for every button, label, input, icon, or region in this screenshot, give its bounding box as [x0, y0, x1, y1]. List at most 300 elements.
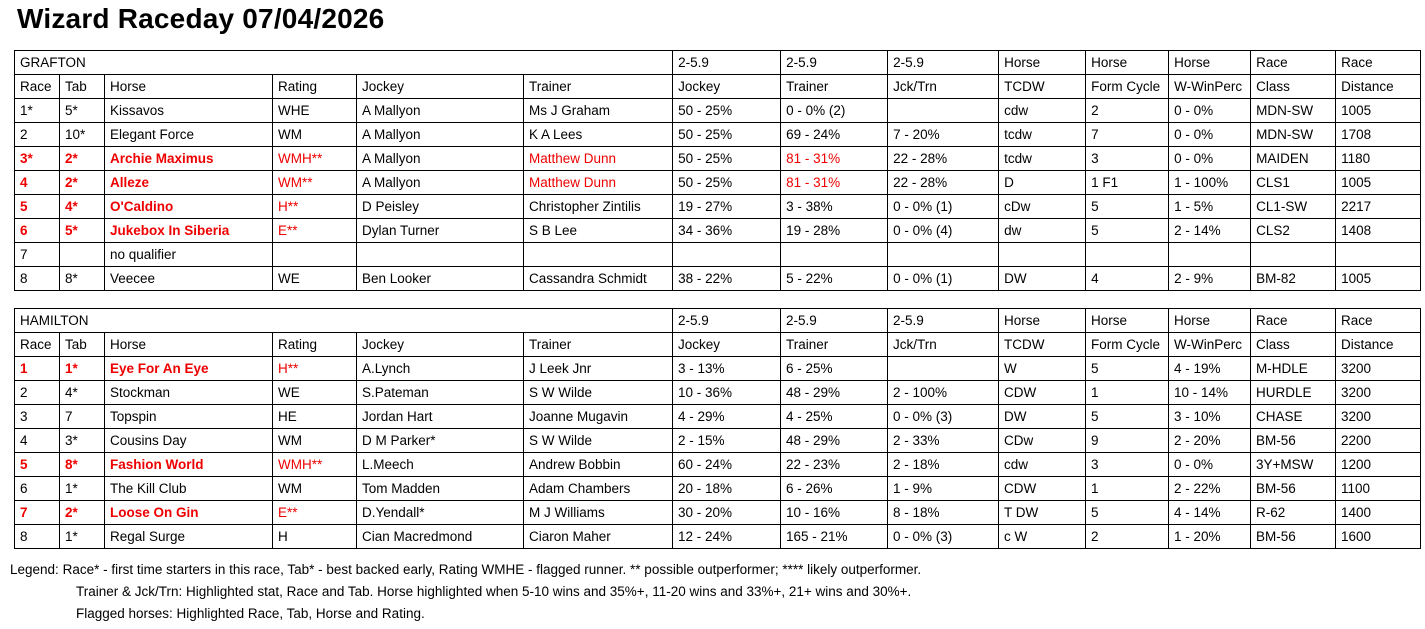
horse-row	[15, 195, 1421, 219]
cell-tcdw: dw	[999, 219, 1086, 243]
cell-w-winperc: 3 - 10%	[1169, 405, 1251, 429]
cell-tcdw: cdw	[999, 453, 1086, 477]
cell-trainer: S B Lee	[524, 219, 673, 243]
cell-trainer-pct: 4 - 25%	[781, 405, 888, 429]
cell-trainer: Andrew Bobbin	[524, 453, 673, 477]
cell-trainer-pct: 0 - 0% (2)	[781, 99, 888, 123]
column-header-class: Class	[1251, 75, 1336, 99]
horse-row	[15, 381, 1421, 405]
cell-jck-trn: 7 - 20%	[888, 123, 999, 147]
group-header-cell: Horse	[1169, 309, 1251, 333]
cell-w-winperc	[1169, 243, 1251, 267]
group-header-cell: Horse	[1169, 51, 1251, 75]
cell-jockey: A Mallyon	[357, 147, 524, 171]
cell-trainer-pct: 10 - 16%	[781, 501, 888, 525]
cell-form-cycle: 5	[1086, 405, 1169, 429]
cell-jck-trn	[888, 243, 999, 267]
cell-horse: Alleze	[105, 171, 273, 195]
column-header-race: Race	[15, 75, 60, 99]
cell-form-cycle: 4	[1086, 267, 1169, 291]
cell-trainer: K A Lees	[524, 123, 673, 147]
cell-horse: O'Caldino	[105, 195, 273, 219]
legend-prefix: Legend:	[10, 562, 59, 577]
cell-rating: WMH**	[273, 453, 357, 477]
legend-line-1	[10, 559, 921, 581]
cell-form-cycle: 1	[1086, 477, 1169, 501]
cell-jockey: Cian Macredmond	[357, 525, 524, 549]
cell-horse: Eye For An Eye	[105, 357, 273, 381]
cell-race: 7	[15, 243, 60, 267]
cell-distance	[1336, 243, 1421, 267]
cell-tcdw: cdw	[999, 99, 1086, 123]
cell-form-cycle: 1	[1086, 381, 1169, 405]
column-header-class: Class	[1251, 333, 1336, 357]
cell-jockey-pct: 20 - 18%	[673, 477, 781, 501]
cell-tcdw: DW	[999, 267, 1086, 291]
cell-jockey: Tom Madden	[357, 477, 524, 501]
cell-race: 1*	[15, 99, 60, 123]
cell-rating: WE	[273, 267, 357, 291]
column-header-trainer: Trainer	[524, 333, 673, 357]
cell-trainer	[524, 243, 673, 267]
column-header-jck-trn: Jck/Trn	[888, 333, 999, 357]
race-table-hamilton	[14, 308, 1421, 549]
column-header-jockey-pct: Jockey	[673, 75, 781, 99]
page-title: Wizard Raceday 07/04/2026	[17, 3, 385, 34]
cell-jockey	[357, 243, 524, 267]
cell-rating: WM	[273, 477, 357, 501]
cell-jockey: A Mallyon	[357, 123, 524, 147]
cell-trainer: Joanne Mugavin	[524, 405, 673, 429]
legend-text-1: Race* - first time starters in this race, Tab* - best backed early, Rating WMHE - flagged runner. ** possible outperformer; **** likely outperformer.	[62, 562, 922, 577]
cell-jockey: Ben Looker	[357, 267, 524, 291]
cell-horse: Fashion World	[105, 453, 273, 477]
cell-class: MDN-SW	[1251, 99, 1336, 123]
cell-tcdw: tcdw	[999, 147, 1086, 171]
column-header-trainer-pct: Trainer	[781, 75, 888, 99]
cell-trainer: Ms J Graham	[524, 99, 673, 123]
cell-race: 6	[15, 477, 60, 501]
cell-horse: Jukebox In Siberia	[105, 219, 273, 243]
horse-row	[15, 219, 1421, 243]
cell-distance: 3200	[1336, 405, 1421, 429]
cell-tab: 5*	[60, 219, 105, 243]
cell-tcdw: cDw	[999, 195, 1086, 219]
column-header-rating: Rating	[273, 333, 357, 357]
cell-class	[1251, 243, 1336, 267]
column-header-jck-trn: Jck/Trn	[888, 75, 999, 99]
cell-jockey-pct: 10 - 36%	[673, 381, 781, 405]
horse-row	[15, 405, 1421, 429]
horse-row	[15, 477, 1421, 501]
cell-jockey: Dylan Turner	[357, 219, 524, 243]
cell-rating: H**	[273, 357, 357, 381]
cell-form-cycle: 3	[1086, 147, 1169, 171]
cell-jockey-pct: 12 - 24%	[673, 525, 781, 549]
cell-tcdw: tcdw	[999, 123, 1086, 147]
cell-jck-trn	[888, 99, 999, 123]
cell-horse: Regal Surge	[105, 525, 273, 549]
cell-tab: 4*	[60, 381, 105, 405]
cell-tab: 1*	[60, 525, 105, 549]
cell-distance: 1005	[1336, 99, 1421, 123]
cell-w-winperc: 0 - 0%	[1169, 147, 1251, 171]
cell-horse: Loose On Gin	[105, 501, 273, 525]
cell-trainer-pct: 19 - 28%	[781, 219, 888, 243]
horse-row	[15, 171, 1421, 195]
cell-trainer: Cassandra Schmidt	[524, 267, 673, 291]
group-header-cell: Race	[1251, 309, 1336, 333]
cell-jockey-pct: 30 - 20%	[673, 501, 781, 525]
cell-horse: Stockman	[105, 381, 273, 405]
cell-class: R-62	[1251, 501, 1336, 525]
cell-form-cycle	[1086, 243, 1169, 267]
cell-trainer: Ciaron Maher	[524, 525, 673, 549]
cell-jockey-pct: 19 - 27%	[673, 195, 781, 219]
cell-trainer: S W Wilde	[524, 381, 673, 405]
cell-horse: Elegant Force	[105, 123, 273, 147]
cell-jockey: A Mallyon	[357, 171, 524, 195]
cell-jck-trn: 0 - 0% (1)	[888, 195, 999, 219]
column-header-tcdw: TCDW	[999, 333, 1086, 357]
cell-tcdw: CDW	[999, 381, 1086, 405]
cell-trainer-pct	[781, 243, 888, 267]
cell-horse: Kissavos	[105, 99, 273, 123]
cell-tab: 10*	[60, 123, 105, 147]
cell-class: 3Y+MSW	[1251, 453, 1336, 477]
cell-jck-trn: 0 - 0% (3)	[888, 525, 999, 549]
cell-w-winperc: 0 - 0%	[1169, 453, 1251, 477]
column-header-tcdw: TCDW	[999, 75, 1086, 99]
group-header-cell: Race	[1251, 51, 1336, 75]
cell-class: MAIDEN	[1251, 147, 1336, 171]
cell-w-winperc: 4 - 19%	[1169, 357, 1251, 381]
cell-jockey-pct	[673, 243, 781, 267]
cell-race: 7	[15, 501, 60, 525]
horse-row	[15, 453, 1421, 477]
cell-tab: 4*	[60, 195, 105, 219]
column-header-jockey: Jockey	[357, 75, 524, 99]
cell-w-winperc: 10 - 14%	[1169, 381, 1251, 405]
cell-w-winperc: 2 - 22%	[1169, 477, 1251, 501]
column-header-distance: Distance	[1336, 333, 1421, 357]
horse-row	[15, 501, 1421, 525]
cell-trainer-pct: 6 - 25%	[781, 357, 888, 381]
column-header-trainer: Trainer	[524, 75, 673, 99]
cell-trainer: Adam Chambers	[524, 477, 673, 501]
legend-line-3: Flagged horses: Highlighted Race, Tab, Horse and Rating.	[76, 606, 425, 621]
cell-distance: 1708	[1336, 123, 1421, 147]
cell-jck-trn: 22 - 28%	[888, 171, 999, 195]
cell-race: 4	[15, 171, 60, 195]
cell-distance: 1180	[1336, 147, 1421, 171]
cell-class: M-HDLE	[1251, 357, 1336, 381]
cell-jck-trn: 1 - 9%	[888, 477, 999, 501]
column-header-row	[15, 333, 1421, 357]
cell-race: 3	[15, 405, 60, 429]
cell-form-cycle: 9	[1086, 429, 1169, 453]
cell-distance: 1005	[1336, 267, 1421, 291]
cell-horse: Topspin	[105, 405, 273, 429]
cell-tcdw: W	[999, 357, 1086, 381]
cell-jck-trn	[888, 357, 999, 381]
cell-jockey-pct: 4 - 29%	[673, 405, 781, 429]
column-header-tab: Tab	[60, 333, 105, 357]
venue-title: HAMILTON	[15, 309, 673, 333]
venue-title: GRAFTON	[15, 51, 673, 75]
horse-row	[15, 147, 1421, 171]
cell-jockey-pct: 50 - 25%	[673, 99, 781, 123]
cell-jck-trn: 2 - 100%	[888, 381, 999, 405]
cell-trainer-pct: 22 - 23%	[781, 453, 888, 477]
legend-line-2: Trainer & Jck/Trn: Highlighted stat, Race and Tab. Horse highlighted when 5-10 wins and 35%+, 11-20 wins and 33%+, 21+ wins and 30%+.	[76, 584, 912, 599]
horse-row	[15, 525, 1421, 549]
cell-trainer: M J Williams	[524, 501, 673, 525]
horse-row	[15, 357, 1421, 381]
group-header-cell: Horse	[1086, 51, 1169, 75]
cell-distance: 2200	[1336, 429, 1421, 453]
group-header-cell: Horse	[999, 51, 1086, 75]
cell-distance: 3200	[1336, 381, 1421, 405]
cell-class: BM-82	[1251, 267, 1336, 291]
cell-jockey-pct: 3 - 13%	[673, 357, 781, 381]
cell-tab: 7	[60, 405, 105, 429]
cell-form-cycle: 7	[1086, 123, 1169, 147]
cell-class: BM-56	[1251, 525, 1336, 549]
group-header-row	[15, 51, 1421, 75]
column-header-horse: Horse	[105, 333, 273, 357]
cell-jockey: D Peisley	[357, 195, 524, 219]
cell-rating: E**	[273, 219, 357, 243]
cell-jck-trn: 2 - 33%	[888, 429, 999, 453]
horse-row	[15, 99, 1421, 123]
horse-row	[15, 429, 1421, 453]
cell-race: 8	[15, 267, 60, 291]
cell-distance: 1400	[1336, 501, 1421, 525]
cell-tab: 5*	[60, 99, 105, 123]
column-header-tab: Tab	[60, 75, 105, 99]
cell-race: 5	[15, 453, 60, 477]
cell-w-winperc: 1 - 20%	[1169, 525, 1251, 549]
cell-class: CLS2	[1251, 219, 1336, 243]
cell-class: CL1-SW	[1251, 195, 1336, 219]
cell-w-winperc: 1 - 100%	[1169, 171, 1251, 195]
cell-trainer-pct: 81 - 31%	[781, 147, 888, 171]
cell-horse: Cousins Day	[105, 429, 273, 453]
cell-trainer: Matthew Dunn	[524, 147, 673, 171]
cell-trainer-pct: 48 - 29%	[781, 381, 888, 405]
cell-rating: WE	[273, 381, 357, 405]
cell-tcdw	[999, 243, 1086, 267]
legend	[10, 559, 921, 625]
cell-class: CLS1	[1251, 171, 1336, 195]
cell-form-cycle: 1 F1	[1086, 171, 1169, 195]
cell-jck-trn: 0 - 0% (4)	[888, 219, 999, 243]
column-header-w-winperc: W-WinPerc	[1169, 333, 1251, 357]
cell-jck-trn: 0 - 0% (1)	[888, 267, 999, 291]
cell-class: BM-56	[1251, 429, 1336, 453]
cell-w-winperc: 0 - 0%	[1169, 99, 1251, 123]
cell-race: 2	[15, 381, 60, 405]
cell-w-winperc: 4 - 14%	[1169, 501, 1251, 525]
cell-jockey-pct: 2 - 15%	[673, 429, 781, 453]
cell-tcdw: CDw	[999, 429, 1086, 453]
cell-distance: 1600	[1336, 525, 1421, 549]
cell-jck-trn: 0 - 0% (3)	[888, 405, 999, 429]
cell-tab: 2*	[60, 147, 105, 171]
group-header-cell: Race	[1336, 309, 1421, 333]
group-header-cell: 2-5.9	[673, 309, 781, 333]
column-header-race: Race	[15, 333, 60, 357]
cell-trainer: Matthew Dunn	[524, 171, 673, 195]
cell-tab: 2*	[60, 171, 105, 195]
cell-distance: 1408	[1336, 219, 1421, 243]
cell-class: HURDLE	[1251, 381, 1336, 405]
cell-tcdw: D	[999, 171, 1086, 195]
group-header-cell: 2-5.9	[888, 309, 999, 333]
cell-tab: 3*	[60, 429, 105, 453]
group-header-cell: 2-5.9	[673, 51, 781, 75]
cell-trainer-pct: 69 - 24%	[781, 123, 888, 147]
cell-race: 6	[15, 219, 60, 243]
group-header-cell: 2-5.9	[781, 309, 888, 333]
cell-trainer: Christopher Zintilis	[524, 195, 673, 219]
cell-tcdw: T DW	[999, 501, 1086, 525]
cell-distance: 3200	[1336, 357, 1421, 381]
cell-jockey: D M Parker*	[357, 429, 524, 453]
cell-trainer-pct: 81 - 31%	[781, 171, 888, 195]
cell-jockey-pct: 50 - 25%	[673, 147, 781, 171]
cell-tab: 8*	[60, 453, 105, 477]
cell-distance: 1005	[1336, 171, 1421, 195]
cell-trainer-pct: 48 - 29%	[781, 429, 888, 453]
cell-jockey-pct: 50 - 25%	[673, 171, 781, 195]
cell-rating: H**	[273, 195, 357, 219]
column-header-w-winperc: W-WinPerc	[1169, 75, 1251, 99]
cell-class: MDN-SW	[1251, 123, 1336, 147]
cell-form-cycle: 5	[1086, 357, 1169, 381]
cell-jockey: Jordan Hart	[357, 405, 524, 429]
cell-form-cycle: 3	[1086, 453, 1169, 477]
group-header-row	[15, 309, 1421, 333]
cell-tab	[60, 243, 105, 267]
cell-w-winperc: 2 - 9%	[1169, 267, 1251, 291]
column-header-form-cycle: Form Cycle	[1086, 333, 1169, 357]
cell-jockey: A Mallyon	[357, 99, 524, 123]
cell-horse: The Kill Club	[105, 477, 273, 501]
cell-class: BM-56	[1251, 477, 1336, 501]
cell-trainer: S W Wilde	[524, 429, 673, 453]
cell-trainer-pct: 3 - 38%	[781, 195, 888, 219]
cell-jockey: S.Pateman	[357, 381, 524, 405]
cell-w-winperc: 2 - 14%	[1169, 219, 1251, 243]
cell-jockey-pct: 50 - 25%	[673, 123, 781, 147]
cell-form-cycle: 5	[1086, 219, 1169, 243]
column-header-distance: Distance	[1336, 75, 1421, 99]
cell-jck-trn: 8 - 18%	[888, 501, 999, 525]
cell-race: 2	[15, 123, 60, 147]
cell-jockey-pct: 38 - 22%	[673, 267, 781, 291]
cell-tcdw: DW	[999, 405, 1086, 429]
cell-trainer-pct: 6 - 26%	[781, 477, 888, 501]
cell-w-winperc: 2 - 20%	[1169, 429, 1251, 453]
cell-form-cycle: 5	[1086, 501, 1169, 525]
column-header-form-cycle: Form Cycle	[1086, 75, 1169, 99]
cell-form-cycle: 5	[1086, 195, 1169, 219]
cell-form-cycle: 2	[1086, 99, 1169, 123]
cell-rating: WM**	[273, 171, 357, 195]
cell-rating: H	[273, 525, 357, 549]
cell-trainer-pct: 5 - 22%	[781, 267, 888, 291]
cell-rating: HE	[273, 405, 357, 429]
cell-jockey: L.Meech	[357, 453, 524, 477]
cell-class: CHASE	[1251, 405, 1336, 429]
column-header-jockey: Jockey	[357, 333, 524, 357]
cell-tab: 8*	[60, 267, 105, 291]
cell-rating	[273, 243, 357, 267]
cell-jockey: D.Yendall*	[357, 501, 524, 525]
horse-row	[15, 243, 1421, 267]
cell-form-cycle: 2	[1086, 525, 1169, 549]
cell-w-winperc: 1 - 5%	[1169, 195, 1251, 219]
cell-horse: Veecee	[105, 267, 273, 291]
cell-jck-trn: 22 - 28%	[888, 147, 999, 171]
cell-rating: WMH**	[273, 147, 357, 171]
cell-race: 3*	[15, 147, 60, 171]
column-header-horse: Horse	[105, 75, 273, 99]
cell-distance: 2217	[1336, 195, 1421, 219]
cell-rating: E**	[273, 501, 357, 525]
cell-jockey-pct: 34 - 36%	[673, 219, 781, 243]
cell-distance: 1100	[1336, 477, 1421, 501]
cell-horse: no qualifier	[105, 243, 273, 267]
group-header-cell: 2-5.9	[781, 51, 888, 75]
cell-horse: Archie Maximus	[105, 147, 273, 171]
horse-row	[15, 123, 1421, 147]
race-tables-container	[14, 50, 1421, 566]
cell-jockey: A.Lynch	[357, 357, 524, 381]
horse-row	[15, 267, 1421, 291]
column-header-rating: Rating	[273, 75, 357, 99]
group-header-cell: Horse	[1086, 309, 1169, 333]
race-table-grafton	[14, 50, 1421, 291]
cell-rating: WM	[273, 123, 357, 147]
cell-trainer: J Leek Jnr	[524, 357, 673, 381]
cell-race: 4	[15, 429, 60, 453]
cell-rating: WHE	[273, 99, 357, 123]
column-header-jockey-pct: Jockey	[673, 333, 781, 357]
cell-w-winperc: 0 - 0%	[1169, 123, 1251, 147]
cell-jockey-pct: 60 - 24%	[673, 453, 781, 477]
cell-race: 8	[15, 525, 60, 549]
column-header-trainer-pct: Trainer	[781, 333, 888, 357]
cell-trainer-pct: 165 - 21%	[781, 525, 888, 549]
cell-race: 5	[15, 195, 60, 219]
cell-jck-trn: 2 - 18%	[888, 453, 999, 477]
group-header-cell: Horse	[999, 309, 1086, 333]
cell-tcdw: CDW	[999, 477, 1086, 501]
cell-distance: 1200	[1336, 453, 1421, 477]
group-header-cell: 2-5.9	[888, 51, 999, 75]
cell-tab: 1*	[60, 357, 105, 381]
group-header-cell: Race	[1336, 51, 1421, 75]
column-header-row	[15, 75, 1421, 99]
cell-tcdw: c W	[999, 525, 1086, 549]
cell-race: 1	[15, 357, 60, 381]
cell-rating: WM	[273, 429, 357, 453]
cell-tab: 1*	[60, 477, 105, 501]
cell-tab: 2*	[60, 501, 105, 525]
